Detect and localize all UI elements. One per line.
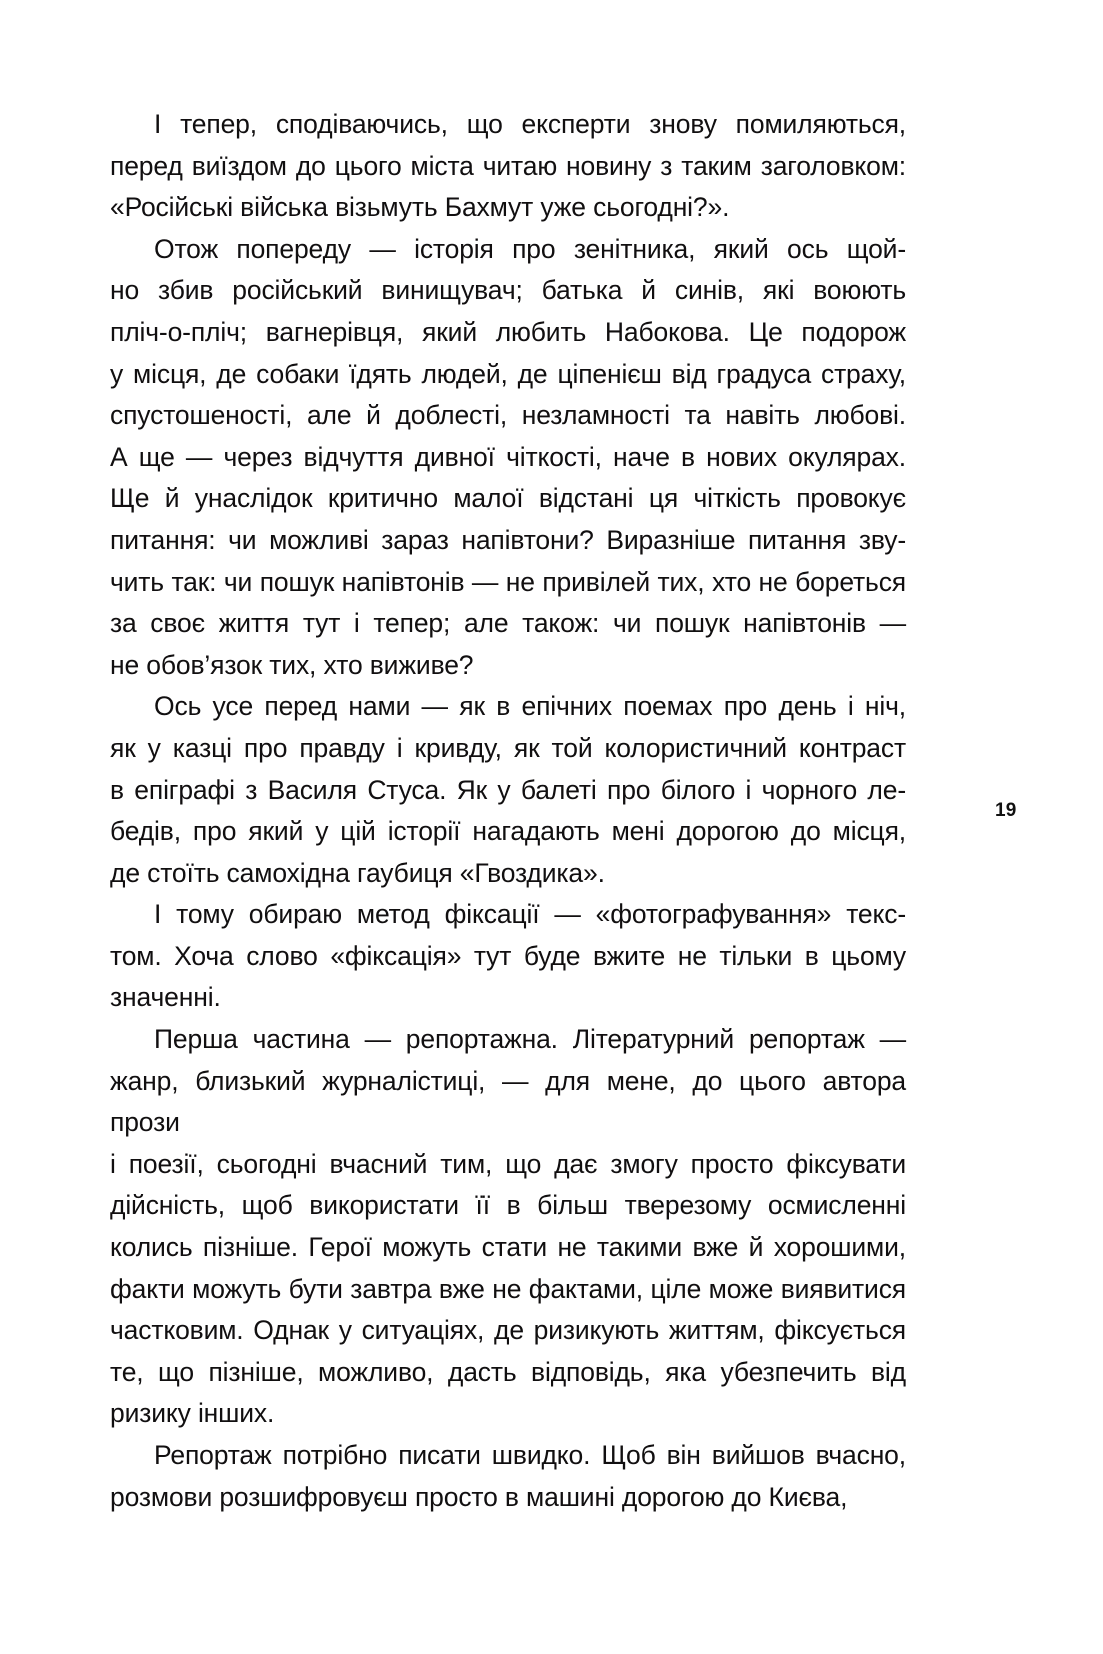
text-line-content: том. Хоча слово «фіксація» тут буде вжите не тільки в цьому bbox=[110, 940, 906, 971]
text-line bbox=[110, 728, 906, 770]
text-line bbox=[110, 1310, 906, 1352]
text-line bbox=[110, 104, 906, 146]
text-line bbox=[110, 603, 906, 645]
text-line bbox=[110, 437, 906, 479]
text-line-content: Ось усе перед нами — як в епічних поемах про день і ніч, bbox=[154, 691, 906, 722]
text-line bbox=[110, 686, 906, 728]
text-line bbox=[110, 1269, 906, 1311]
text-line bbox=[110, 520, 906, 562]
text-line bbox=[110, 770, 906, 812]
paragraph bbox=[110, 686, 906, 894]
text-line-content: в епіграфі з Василя Стуса. Як у балеті про білого і чорного ле- bbox=[110, 774, 906, 805]
text-line bbox=[110, 395, 906, 437]
text-line bbox=[110, 1477, 906, 1519]
text-line bbox=[110, 562, 906, 604]
text-line bbox=[110, 853, 906, 895]
page-number: 19 bbox=[995, 800, 1017, 821]
text-line bbox=[110, 146, 906, 188]
text-line bbox=[110, 1185, 906, 1227]
text-line-content: Репортаж потрібно писати швидко. Щоб він вийшов вчасно, bbox=[154, 1440, 906, 1470]
text-line bbox=[110, 312, 906, 354]
text-line-content: як у казці про правду і кривду, як той колористичний контраст bbox=[110, 732, 906, 763]
text-line-content: і поезії, сьогодні вчасний тим, що дає змогу просто фіксувати bbox=[110, 1148, 906, 1179]
text-line-content: А ще — через відчуття дивної чіткості, наче в нових окулярах. bbox=[110, 441, 906, 472]
text-line-content: частковим. Однак у ситуаціях, де ризикують життям, фіксується bbox=[110, 1315, 906, 1346]
text-line-content: перед виїздом до цього міста читаю новину з таким заголовком: bbox=[110, 150, 906, 181]
text-line-content: чить так: чи пошук напівтонів — не привілей тих, хто не бореться bbox=[110, 566, 906, 597]
paragraph bbox=[110, 894, 906, 1019]
text-line-content: розмови розшифровуєш просто в машині дорогою до Києва, bbox=[110, 1481, 848, 1512]
paragraph bbox=[110, 1019, 906, 1435]
text-line-content: пліч-о-пліч; вагнерівця, який любить Набокова. Це подорож bbox=[110, 316, 906, 347]
text-line-content: жанр, близький журналістиці, — для мене, до цього автора прози bbox=[110, 1065, 906, 1138]
text-line-content: Отож попереду — історія про зенітника, який ось щой- bbox=[154, 233, 906, 264]
text-line bbox=[110, 229, 906, 271]
text-line-content: но збив російський винищувач; батька й синів, які воюють bbox=[110, 275, 906, 306]
text-line-content: факти можуть бути завтра вже не фактами, ціле може виявитися bbox=[110, 1273, 906, 1304]
text-line-content: те, що пізніше, можливо, дасть відповідь, яка убезпечить від bbox=[110, 1356, 906, 1387]
text-line-content: І тепер, сподіваючись, що експерти знову помиляються, bbox=[154, 109, 906, 139]
text-line-content: за своє життя тут і тепер; але також: чи пошук напівтонів — bbox=[110, 608, 906, 639]
text-line bbox=[110, 1061, 906, 1144]
text-line-content: Ще й унаслідок критично малої відстані ця чіткість провокує bbox=[110, 483, 906, 514]
text-line-content: ризику інших. bbox=[110, 1398, 275, 1429]
text-line-content: дійсність, щоб використати її в більш тверезому осмисленні bbox=[110, 1190, 906, 1221]
text-line bbox=[110, 187, 906, 229]
text-line bbox=[110, 645, 906, 687]
text-line bbox=[110, 1393, 906, 1435]
text-line-content: «Російські війська візьмуть Бахмут уже сьогодні?». bbox=[110, 192, 730, 223]
paragraph bbox=[110, 104, 906, 229]
text-line bbox=[110, 1352, 906, 1394]
paragraph bbox=[110, 229, 906, 687]
text-line bbox=[110, 811, 906, 853]
page-text-column bbox=[110, 104, 906, 1518]
paragraph bbox=[110, 1435, 906, 1518]
text-line-content: колись пізніше. Герої можуть стати не такими вже й хорошими, bbox=[110, 1232, 906, 1263]
text-line-content: питання: чи можливі зараз напівтони? Виразніше питання зву- bbox=[110, 524, 906, 555]
text-line bbox=[110, 478, 906, 520]
text-line-content: Перша частина — репортажна. Літературний репортаж — bbox=[154, 1024, 906, 1055]
text-line bbox=[110, 1144, 906, 1186]
text-line bbox=[110, 354, 906, 396]
text-line-content: у місця, де собаки їдять людей, де ціпенієш від градуса страху, bbox=[110, 358, 906, 389]
text-line-content: І тому обираю метод фіксації — «фотографування» текс- bbox=[154, 899, 906, 930]
text-line-content: не обов’язок тих, хто виживе? bbox=[110, 649, 474, 680]
text-line bbox=[110, 936, 906, 978]
text-line-content: спустошеності, але й доблесті, незламності та навіть любові. bbox=[110, 400, 906, 431]
text-line-content: значенні. bbox=[110, 982, 221, 1013]
text-line bbox=[110, 977, 906, 1019]
text-line-content: бедів, про який у цій історії нагадають мені дорогою до місця, bbox=[110, 816, 906, 847]
text-line bbox=[110, 1227, 906, 1269]
text-line bbox=[110, 270, 906, 312]
text-line bbox=[110, 1435, 906, 1477]
text-line bbox=[110, 894, 906, 936]
text-line-content: де стоїть самохідна гаубиця «Гвоздика». bbox=[110, 857, 605, 888]
text-line bbox=[110, 1019, 906, 1061]
